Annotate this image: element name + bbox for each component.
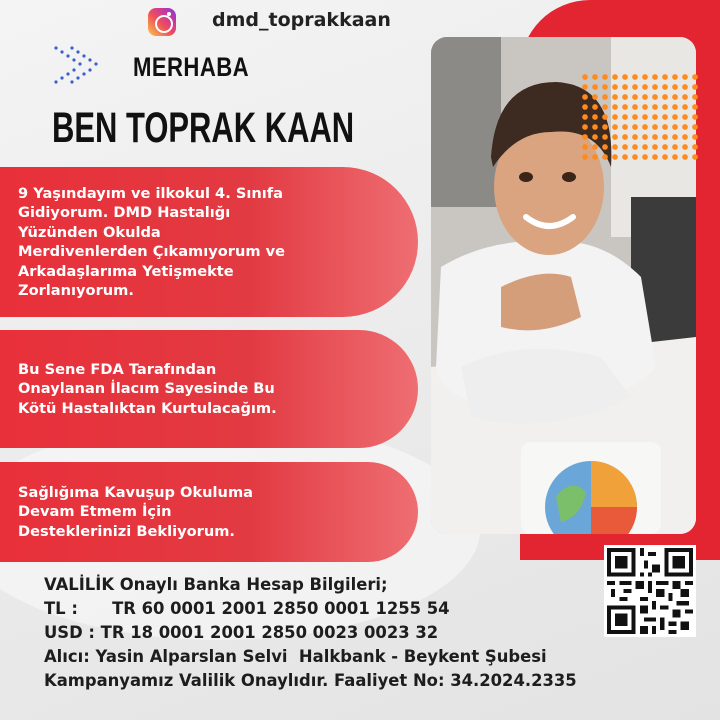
qr-code[interactable] xyxy=(604,545,696,637)
instagram-handle[interactable]: dmd_toprakkaan xyxy=(212,9,391,31)
greeting-heading: MERHABA xyxy=(133,52,250,82)
instagram-icon[interactable] xyxy=(148,8,176,36)
story-card-3 xyxy=(0,462,418,562)
story-text-1: 9 Yaşındayım ve ilkokul 4. Sınıfa Gidiyorum. DMD Hastalığı Yüzünden Okulda Merdivenlerden Çıkamıyorum ve Arkadaşlarıma Yetişmekte Zorlanıyorum. xyxy=(18,184,286,299)
story-text-3: Sağlığıma Kavuşup Okuluma Devam Etmem İçin Desteklerinizi Bekliyorum. xyxy=(18,483,254,540)
story-card-1 xyxy=(0,167,418,317)
story-text-2: Bu Sene FDA Tarafından Onaylanan İlacım Sayesinde Bu Kötü Hastalıktan Kurtulacağım. xyxy=(18,360,277,417)
orange-dot-pattern xyxy=(580,72,698,162)
name-heading: BEN TOPRAK KAAN xyxy=(52,104,355,152)
bank-recipient-line: Alıcı: Yasin Alparslan Selvi Halkbank - Beykent Şubesi xyxy=(44,647,547,666)
bank-tl-line: TL : TR 60 0001 2001 2850 0001 1255 54 xyxy=(44,599,450,618)
campaign-approval-line: Kampanyamız Valilik Onaylıdır. Faaliyet No: 34.2024.2335 xyxy=(44,671,577,690)
bank-heading: VALİLİK Onaylı Banka Hesap Bilgileri; xyxy=(44,575,388,594)
bank-info xyxy=(44,573,577,693)
double-chevron-icon xyxy=(52,44,112,88)
bank-usd-line: USD : TR 18 0001 2001 2850 0023 0023 32 xyxy=(44,623,439,642)
story-card-2 xyxy=(0,330,418,448)
